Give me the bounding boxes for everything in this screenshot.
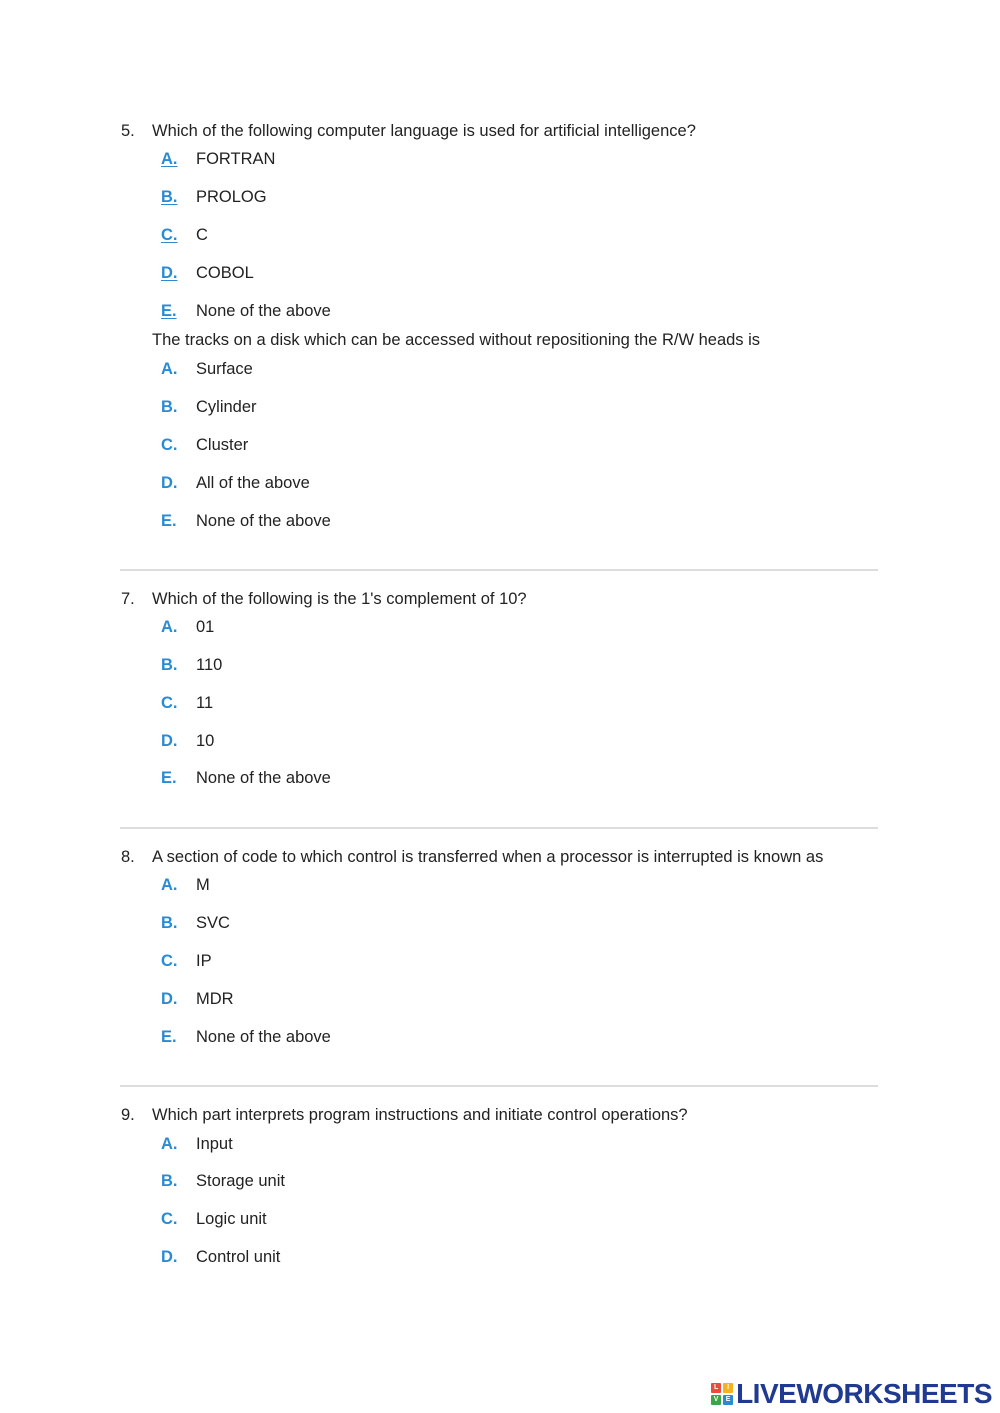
option-text: Storage unit: [196, 1172, 285, 1190]
option-letter[interactable]: D.: [161, 990, 178, 1008]
option-text: 110: [196, 656, 223, 674]
question-text: The tracks on a disk which can be accessed without repositioning the R/W heads is: [152, 331, 761, 349]
brand-icon-tile: E: [723, 1395, 733, 1405]
option-text: None of the above: [196, 302, 331, 320]
option-letter[interactable]: D.: [161, 474, 178, 492]
option-b[interactable]: [0, 911, 600, 935]
option-letter[interactable]: B.: [161, 656, 178, 674]
option-b[interactable]: [0, 185, 600, 209]
option-letter[interactable]: D.: [161, 264, 178, 282]
divider: [120, 1085, 878, 1087]
option-text: Cluster: [196, 436, 249, 454]
option-b[interactable]: [0, 653, 600, 677]
option-text: Cylinder: [196, 398, 257, 416]
option-letter[interactable]: A.: [161, 150, 178, 168]
option-letter[interactable]: D.: [161, 1248, 178, 1266]
question-number: 7.: [121, 590, 135, 608]
option-text: COBOL: [196, 264, 254, 282]
option-b[interactable]: [0, 1169, 600, 1193]
option-c[interactable]: [0, 949, 600, 973]
option-letter[interactable]: C.: [161, 1210, 178, 1228]
liveworksheets-logo: [711, 1377, 992, 1411]
option-letter[interactable]: C.: [161, 226, 178, 244]
option-a[interactable]: [0, 615, 600, 639]
option-letter[interactable]: B.: [161, 914, 178, 932]
option-e[interactable]: [0, 1025, 600, 1049]
option-letter[interactable]: C.: [161, 694, 178, 712]
option-letter[interactable]: B.: [161, 398, 178, 416]
option-text: Surface: [196, 360, 253, 378]
option-text: SVC: [196, 914, 230, 932]
option-d[interactable]: [0, 471, 600, 495]
option-c[interactable]: [0, 223, 600, 247]
question-text: Which of the following is the 1's complement of 10?: [152, 590, 527, 608]
option-d[interactable]: [0, 1245, 600, 1269]
option-c[interactable]: [0, 1207, 600, 1231]
question-text: Which of the following computer language is used for artificial intelligence?: [152, 122, 696, 140]
option-d[interactable]: [0, 261, 600, 285]
option-letter[interactable]: C.: [161, 436, 178, 454]
option-letter[interactable]: E.: [161, 1028, 177, 1046]
option-b[interactable]: [0, 395, 600, 419]
option-e[interactable]: [0, 299, 600, 323]
option-text: FORTRAN: [196, 150, 276, 168]
option-a[interactable]: [0, 1132, 600, 1156]
option-letter[interactable]: B.: [161, 1172, 178, 1190]
option-letter[interactable]: A.: [161, 618, 178, 636]
brand-icon: [711, 1383, 733, 1405]
option-text: Input: [196, 1135, 233, 1153]
option-letter[interactable]: E.: [161, 302, 177, 320]
brand-icon-tile: I: [723, 1383, 733, 1393]
option-letter[interactable]: E.: [161, 769, 177, 787]
option-e[interactable]: [0, 509, 600, 533]
option-letter[interactable]: E.: [161, 512, 177, 530]
question-number: 5.: [121, 122, 135, 140]
option-text: None of the above: [196, 769, 331, 787]
option-a[interactable]: [0, 357, 600, 381]
option-c[interactable]: [0, 691, 600, 715]
option-text: All of the above: [196, 474, 310, 492]
divider: [120, 827, 878, 829]
question-number: 8.: [121, 848, 135, 866]
option-c[interactable]: [0, 433, 600, 457]
question-text: Which part interprets program instructions and initiate control operations?: [152, 1106, 688, 1124]
option-d[interactable]: [0, 987, 600, 1011]
option-letter[interactable]: B.: [161, 188, 178, 206]
option-text: None of the above: [196, 512, 331, 530]
brand-icon-tile: L: [711, 1383, 721, 1393]
option-text: MDR: [196, 990, 234, 1008]
option-d[interactable]: [0, 729, 600, 753]
option-text: 01: [196, 618, 215, 636]
option-a[interactable]: [0, 873, 600, 897]
option-text: Logic unit: [196, 1210, 267, 1228]
option-text: C: [196, 226, 208, 244]
option-text: None of the above: [196, 1028, 331, 1046]
option-letter[interactable]: A.: [161, 360, 178, 378]
option-text: Control unit: [196, 1248, 281, 1266]
option-text: M: [196, 876, 210, 894]
option-letter[interactable]: A.: [161, 876, 178, 894]
divider: [120, 569, 878, 571]
option-letter[interactable]: D.: [161, 732, 178, 750]
option-text: IP: [196, 952, 212, 970]
option-text: PROLOG: [196, 188, 267, 206]
brand-name: LIVEWORKSHEETS: [736, 1378, 992, 1409]
option-text: 10: [196, 732, 215, 750]
question-number: 9.: [121, 1106, 135, 1124]
question-text: A section of code to which control is transferred when a processor is interrupted is known as: [152, 848, 824, 866]
option-a[interactable]: [0, 147, 600, 171]
option-text: 11: [196, 694, 214, 712]
option-letter[interactable]: A.: [161, 1135, 178, 1153]
option-letter[interactable]: C.: [161, 952, 178, 970]
brand-icon-tile: V: [711, 1395, 721, 1405]
option-e[interactable]: [0, 766, 600, 790]
